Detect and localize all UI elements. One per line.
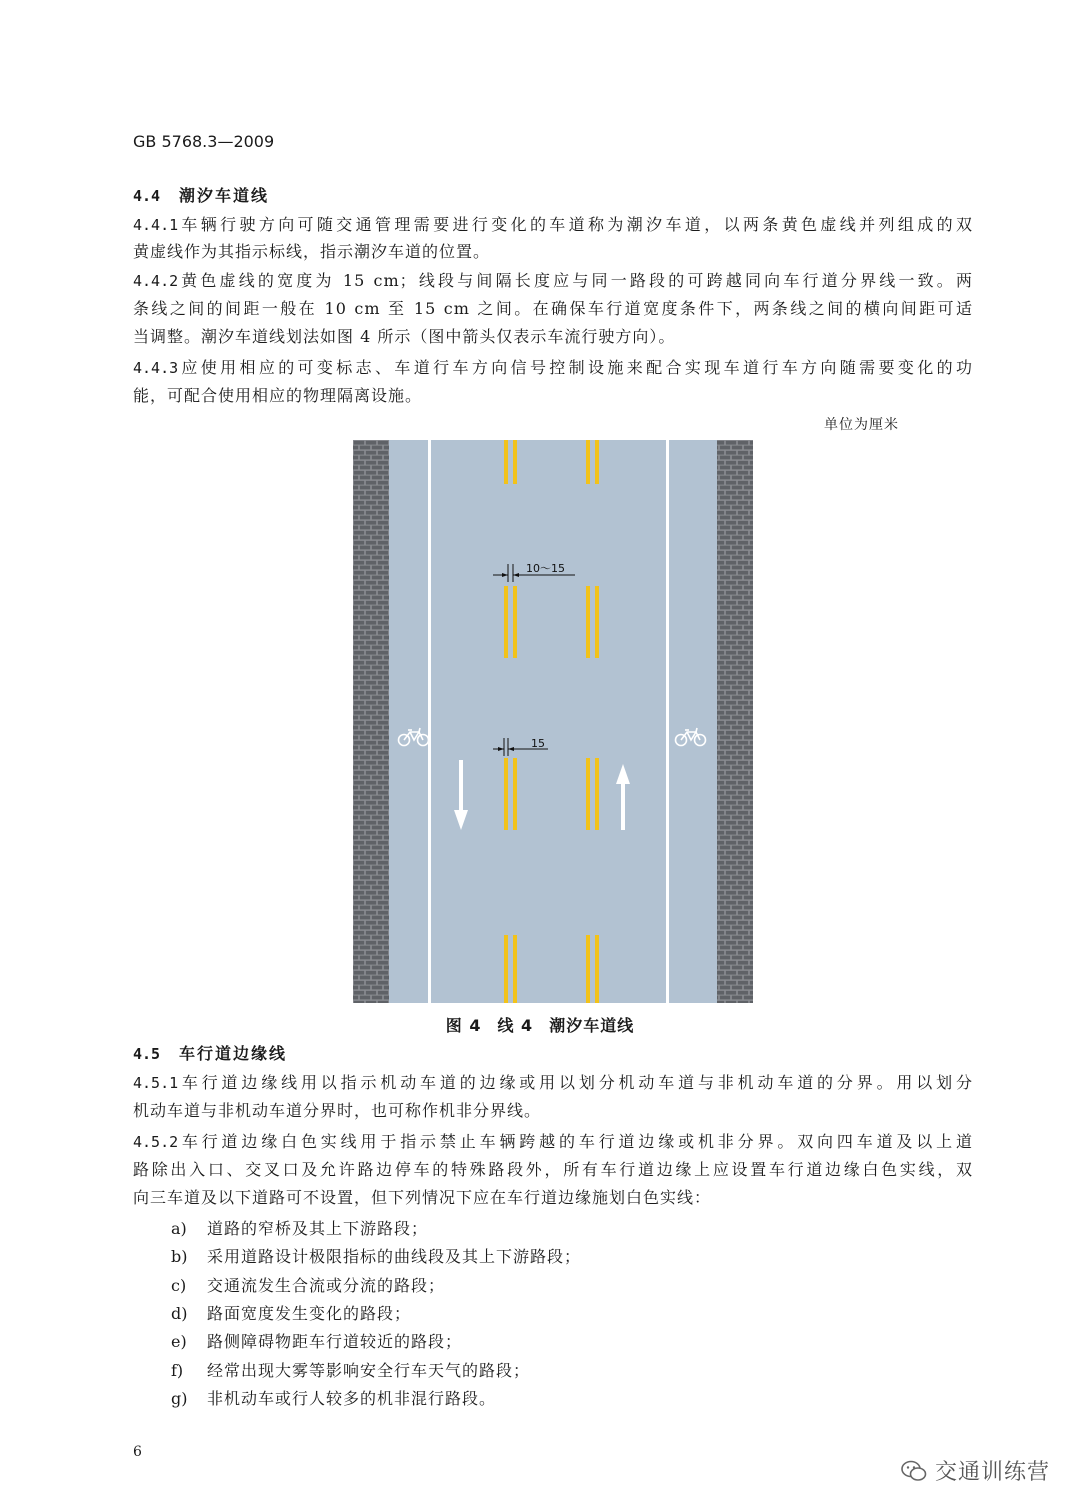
list-item: g) 非机动车或行人较多的机非混行路段。 [171, 1389, 497, 1408]
right-curb [717, 440, 753, 1003]
list-item: b) 采用道路设计极限指标的曲线段及其上下游路段； [171, 1247, 582, 1266]
paragraph-line: 向三车道及以下道路可不设置，但下列情况下应在车行道边缘施划白色实线： [133, 1188, 712, 1207]
figure-caption: 图 4 线 4 潮汐车道线 [445, 1016, 635, 1035]
paragraph-line: 黄虚线作为其指示标线，指示潮汐车道的位置。 [133, 242, 491, 261]
paragraph-line: 4.5.1车行道边缘线用以指示机动车道的边缘或用以划分机动车道与非机动车道的分界。用以划分 [133, 1073, 973, 1092]
list-item: c) 交通流发生合流或分流的路段； [171, 1276, 446, 1295]
paragraph-line: 当调整。潮汐车道线划法如图 4 所示（图中箭头仅表示车流行驶方向）。 [133, 327, 676, 346]
paragraph-line: 机动车道与非机动车道分界时，也可称作机非分界线。 [133, 1101, 542, 1120]
page-number: 6 [133, 1444, 143, 1460]
paragraph-line: 路除出入口、交叉口及允许路边停车的特殊路段外，所有车行道边缘上应设置车行道边缘白色实线，双 [133, 1160, 973, 1179]
paragraph-line: 能，可配合使用相应的物理隔离设施。 [133, 386, 423, 405]
section-heading-4-5: 4.5 车行道边缘线 [133, 1044, 288, 1063]
paragraph-line: 4.4.3应使用相应的可变标志、车道行车方向信号控制设施来配合实现车道行车方向随需要变化的功 [133, 358, 973, 377]
spacing-dimension-label: 10～15 [526, 562, 565, 575]
list-item: a) 道路的窄桥及其上下游路段； [171, 1219, 429, 1238]
wechat-icon [901, 1460, 927, 1482]
left-edge-line [428, 440, 431, 1003]
section-heading-4-4: 4.4 潮汐车道线 [133, 186, 270, 205]
watermark: 交通训练营 [901, 1455, 1050, 1486]
paragraph-line: 条线之间的间距一般在 10 cm 至 15 cm 之间。在确保车行道宽度条件下，两条线之间的横向间距可适 [133, 299, 973, 318]
standard-number: GB 5768.3—2009 [133, 132, 275, 151]
paragraph-line: 4.4.2黄色虚线的宽度为 15 cm；线段与间隔长度应与同一路段的可跨越同向车行道分界线一致。两 [133, 271, 973, 290]
list-item: e) 路侧障碍物距车行道较近的路段； [171, 1332, 463, 1351]
right-edge-line [666, 440, 669, 1003]
list-item: f) 经常出现大雾等影响安全行车天气的路段； [171, 1361, 531, 1380]
paragraph-line: 4.5.2车行道边缘白色实线用于指示禁止车辆跨越的车行道边缘或机非分界。双向四车道及以上道 [133, 1132, 973, 1151]
width-dimension-label: 15 [531, 737, 545, 750]
unit-note: 单位为厘米 [824, 417, 899, 433]
left-curb [353, 440, 389, 1003]
list-item: d) 路面宽度发生变化的路段； [171, 1304, 412, 1323]
tidal-lane-diagram [353, 440, 753, 1003]
paragraph-line: 4.4.1车辆行驶方向可随交通管理需要进行变化的车道称为潮汐车道，以两条黄色虚线并列组成的双 [133, 215, 973, 234]
